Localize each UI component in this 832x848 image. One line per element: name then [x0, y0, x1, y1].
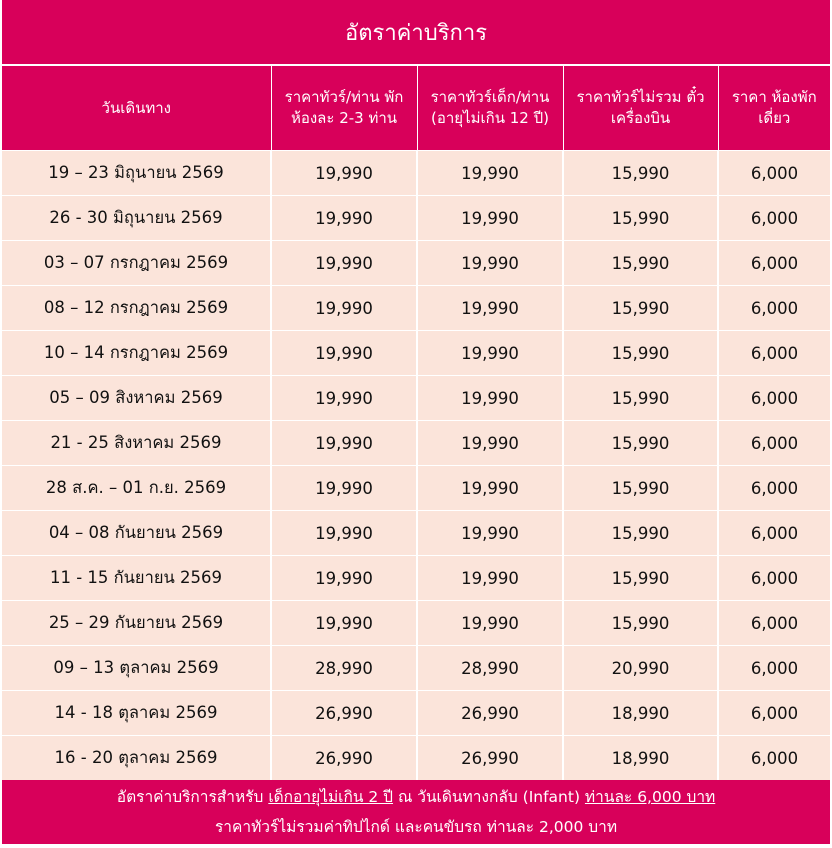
child-price-cell: 28,990: [417, 646, 563, 691]
table-row: [2, 421, 830, 466]
no-flight-price-cell: 20,990: [563, 646, 718, 691]
travel-date-cell: 26 - 30 มิถุนายน 2569: [2, 196, 271, 241]
adult-price-cell: 19,990: [271, 466, 417, 511]
table-row: [2, 511, 830, 556]
travel-date-cell: 03 – 07 กรกฎาคม 2569: [2, 241, 271, 286]
child-price-cell: 19,990: [417, 601, 563, 646]
footer-text: อัตราค่าบริการสำหรับ: [116, 788, 269, 806]
header-row: [2, 65, 830, 151]
single-room-cell: 6,000: [718, 556, 830, 601]
table-row: [2, 286, 830, 331]
travel-date-cell: 19 – 23 มิถุนายน 2569: [2, 151, 271, 196]
adult-price-cell: 19,990: [271, 331, 417, 376]
table-row: [2, 691, 830, 736]
header-travel-date: วันเดินทาง: [2, 65, 271, 151]
no-flight-price-cell: 15,990: [563, 196, 718, 241]
footer-infant-price: ท่านละ 6,000 บาท: [584, 788, 716, 806]
no-flight-price-cell: 15,990: [563, 376, 718, 421]
travel-date-cell: 11 - 15 กันยายน 2569: [2, 556, 271, 601]
table-row: [2, 466, 830, 511]
no-flight-price-cell: 15,990: [563, 556, 718, 601]
adult-price-cell: 19,990: [271, 601, 417, 646]
adult-price-cell: 19,990: [271, 286, 417, 331]
travel-date-cell: 28 ส.ค. – 01 ก.ย. 2569: [2, 466, 271, 511]
child-price-cell: 19,990: [417, 151, 563, 196]
child-price-cell: 19,990: [417, 286, 563, 331]
child-price-cell: 19,990: [417, 511, 563, 556]
no-flight-price-cell: 15,990: [563, 151, 718, 196]
footer-line-infant: [6, 782, 826, 812]
table-row: [2, 241, 830, 286]
footer-notes: [2, 780, 830, 844]
single-room-cell: 6,000: [718, 286, 830, 331]
footer-row: [2, 780, 830, 844]
single-room-cell: 6,000: [718, 241, 830, 286]
title-row: [2, 0, 830, 65]
child-price-cell: 19,990: [417, 376, 563, 421]
single-room-cell: 6,000: [718, 466, 830, 511]
table-row: [2, 331, 830, 376]
child-price-cell: 19,990: [417, 331, 563, 376]
single-room-cell: 6,000: [718, 691, 830, 736]
no-flight-price-cell: 18,990: [563, 691, 718, 736]
price-table: [2, 0, 830, 844]
no-flight-price-cell: 15,990: [563, 466, 718, 511]
single-room-cell: 6,000: [718, 376, 830, 421]
table-title: อัตราค่าบริการ: [2, 0, 830, 65]
no-flight-price-cell: 18,990: [563, 736, 718, 781]
adult-price-cell: 19,990: [271, 556, 417, 601]
travel-date-cell: 09 – 13 ตุลาคม 2569: [2, 646, 271, 691]
child-price-cell: 19,990: [417, 466, 563, 511]
child-price-cell: 19,990: [417, 241, 563, 286]
header-child-price: ราคาทัวร์เด็ก/ท่าน (อายุไม่เกิน 12 ปี): [417, 65, 563, 151]
footer-line-tip: ราคาทัวร์ไม่รวมค่าทิปไกด์ และคนขับรถ ท่านละ 2,000 บาท: [214, 818, 618, 836]
travel-date-cell: 16 - 20 ตุลาคม 2569: [2, 736, 271, 781]
price-table-container: [2, 0, 830, 848]
header-adult-price: ราคาทัวร์/ท่าน พักห้องละ 2-3 ท่าน: [271, 65, 417, 151]
adult-price-cell: 26,990: [271, 736, 417, 781]
table-row: [2, 376, 830, 421]
adult-price-cell: 19,990: [271, 511, 417, 556]
single-room-cell: 6,000: [718, 511, 830, 556]
single-room-cell: 6,000: [718, 196, 830, 241]
no-flight-price-cell: 15,990: [563, 601, 718, 646]
adult-price-cell: 19,990: [271, 421, 417, 466]
single-room-cell: 6,000: [718, 601, 830, 646]
footer-infant-age: เด็กอายุไม่เกิน 2 ปี: [268, 788, 394, 806]
table-row: [2, 646, 830, 691]
table-row: [2, 736, 830, 781]
child-price-cell: 19,990: [417, 556, 563, 601]
table-row: [2, 151, 830, 196]
header-no-flight-price: ราคาทัวร์ไม่รวม ตั๋วเครื่องบิน: [563, 65, 718, 151]
footer-text: ณ วันเดินทางกลับ (Infant): [393, 788, 585, 806]
adult-price-cell: 28,990: [271, 646, 417, 691]
adult-price-cell: 19,990: [271, 151, 417, 196]
adult-price-cell: 26,990: [271, 691, 417, 736]
adult-price-cell: 19,990: [271, 196, 417, 241]
adult-price-cell: 19,990: [271, 376, 417, 421]
header-single-room: ราคา ห้องพักเดี่ยว: [718, 65, 830, 151]
travel-date-cell: 14 - 18 ตุลาคม 2569: [2, 691, 271, 736]
no-flight-price-cell: 15,990: [563, 331, 718, 376]
travel-date-cell: 25 – 29 กันยายน 2569: [2, 601, 271, 646]
travel-date-cell: 08 – 12 กรกฎาคม 2569: [2, 286, 271, 331]
adult-price-cell: 19,990: [271, 241, 417, 286]
no-flight-price-cell: 15,990: [563, 241, 718, 286]
no-flight-price-cell: 15,990: [563, 511, 718, 556]
child-price-cell: 19,990: [417, 196, 563, 241]
no-flight-price-cell: 15,990: [563, 421, 718, 466]
travel-date-cell: 21 - 25 สิงหาคม 2569: [2, 421, 271, 466]
child-price-cell: 26,990: [417, 691, 563, 736]
single-room-cell: 6,000: [718, 736, 830, 781]
no-flight-price-cell: 15,990: [563, 286, 718, 331]
single-room-cell: 6,000: [718, 151, 830, 196]
travel-date-cell: 10 – 14 กรกฎาคม 2569: [2, 331, 271, 376]
single-room-cell: 6,000: [718, 331, 830, 376]
table-row: [2, 601, 830, 646]
table-row: [2, 196, 830, 241]
child-price-cell: 19,990: [417, 421, 563, 466]
single-room-cell: 6,000: [718, 421, 830, 466]
table-row: [2, 556, 830, 601]
travel-date-cell: 05 – 09 สิงหาคม 2569: [2, 376, 271, 421]
single-room-cell: 6,000: [718, 646, 830, 691]
child-price-cell: 26,990: [417, 736, 563, 781]
travel-date-cell: 04 – 08 กันยายน 2569: [2, 511, 271, 556]
